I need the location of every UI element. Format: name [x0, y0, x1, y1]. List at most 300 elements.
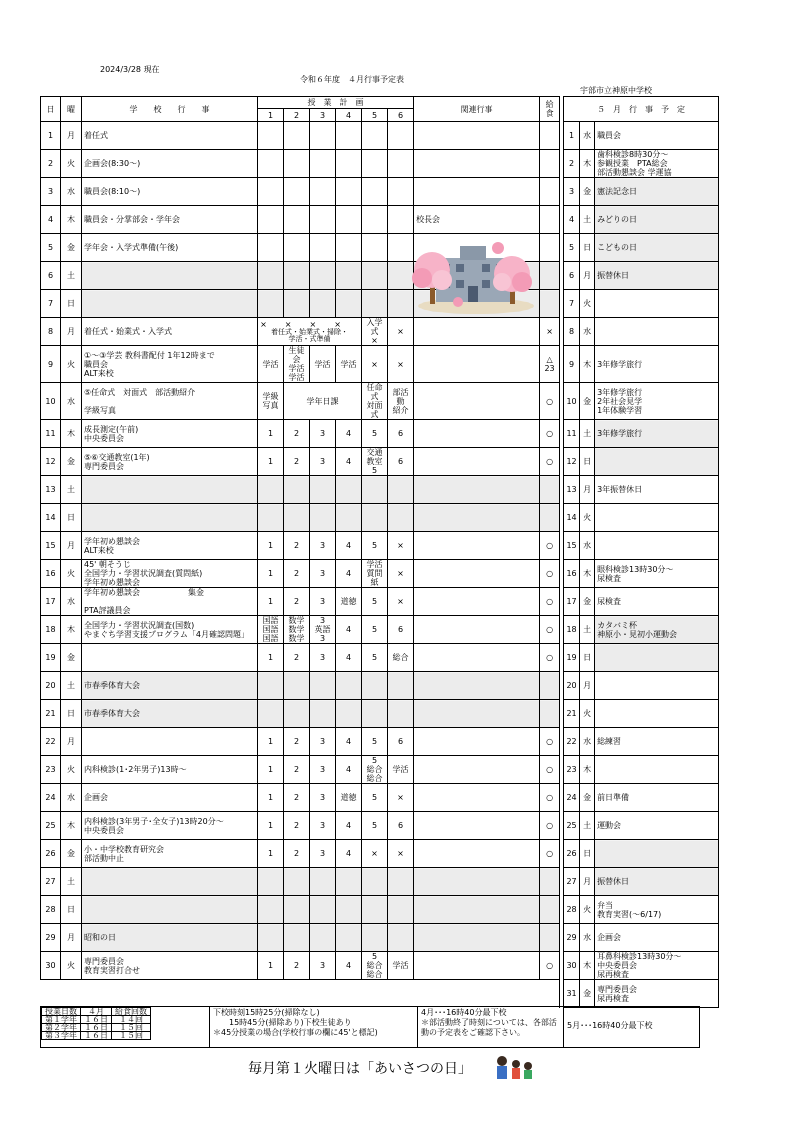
april-day-cell: 16: [41, 560, 61, 588]
april-lunch-cell: [540, 700, 560, 728]
april-period-cell: ×: [388, 560, 414, 588]
april-period-cell: [336, 700, 362, 728]
april-period-cell: 学級 写真: [258, 383, 284, 420]
april-dow-cell: 日: [61, 290, 82, 318]
april-period-cell: [284, 896, 310, 924]
april-dow-cell: 土: [61, 868, 82, 896]
footer-cell: １４回: [112, 1016, 151, 1024]
may-day-cell: 18: [564, 616, 580, 644]
april-period-cell: 6: [388, 616, 414, 644]
april-related-cell: [414, 784, 540, 812]
may-event-cell: 振替休日: [595, 262, 719, 290]
may-dow-cell: 金: [580, 980, 595, 1008]
may-event-cell: [595, 448, 719, 476]
april-related-cell: [414, 840, 540, 868]
april-event-cell: ⑤⑥交通教室(1年) 専門委員会: [82, 448, 258, 476]
april-period-cell: 5: [362, 644, 388, 672]
april-day-cell: 29: [41, 924, 61, 952]
april-period-cell: 1: [258, 532, 284, 560]
april-lunch-cell: [540, 206, 560, 234]
may-event-cell: 弁当 教育実習(～6/17): [595, 896, 719, 924]
april-related-cell: [414, 812, 540, 840]
april-day-cell: 3: [41, 178, 61, 206]
april-period-cell: [310, 234, 336, 262]
april-event-cell: 学年初め懇談会 集金 PTA評議員会: [82, 588, 258, 616]
schedule-row: [41, 812, 719, 840]
may-day-cell: 21: [564, 700, 580, 728]
may-dow-cell: 水: [580, 728, 595, 756]
april-day-cell: 22: [41, 728, 61, 756]
april-period-cell: [388, 150, 414, 178]
april-lunch-cell: [540, 476, 560, 504]
april-period-cell: [388, 924, 414, 952]
april-period-cell: [284, 504, 310, 532]
april-related-cell: [414, 532, 540, 560]
april-period-cell: [284, 476, 310, 504]
footer-cell: 第１学年: [42, 1016, 81, 1024]
april-period-cell: [284, 206, 310, 234]
april-dow-cell: 金: [61, 448, 82, 476]
april-dow-cell: 火: [61, 150, 82, 178]
april-period-cell: [362, 924, 388, 952]
schedule-row: [41, 700, 719, 728]
april-period-cell: [362, 206, 388, 234]
april-related-cell: [414, 448, 540, 476]
may-event-cell: [595, 318, 719, 346]
april-day-cell: 2: [41, 150, 61, 178]
april-period-cell: 2: [284, 756, 310, 784]
april-lunch-cell: [540, 290, 560, 318]
april-period-cell: ×: [388, 784, 414, 812]
may-day-cell: 30: [564, 952, 580, 980]
april-day-cell: 15: [41, 532, 61, 560]
may-event-cell: [595, 644, 719, 672]
april-event-cell: [82, 476, 258, 504]
april-period-cell: 4: [336, 420, 362, 448]
april-period-cell: [258, 234, 284, 262]
april-related-cell: [414, 588, 540, 616]
april-period-cell: 学活: [388, 756, 414, 784]
april-period-cell: [388, 206, 414, 234]
april-period-cell: 5: [362, 532, 388, 560]
instruction-days-table: [41, 1007, 151, 1040]
april-dow-cell: 月: [61, 924, 82, 952]
april-related-cell: [414, 122, 540, 150]
april-related-cell: [414, 868, 540, 896]
april-lunch-cell: △ 23: [540, 346, 560, 383]
may-day-cell: 27: [564, 868, 580, 896]
may-dow-cell: 火: [580, 290, 595, 318]
april-event-cell: [82, 896, 258, 924]
april-day-cell: 5: [41, 234, 61, 262]
april-period-cell: 2: [284, 588, 310, 616]
april-period-cell: 1: [258, 756, 284, 784]
may-dow-cell: 土: [580, 616, 595, 644]
may-dow-cell: 水: [580, 924, 595, 952]
april-lunch-cell: ○: [540, 644, 560, 672]
april-period-cell: [336, 290, 362, 318]
may-dow-cell: 月: [580, 262, 595, 290]
may-dow-cell: 月: [580, 476, 595, 504]
period-3: 3: [310, 109, 336, 122]
april-period-cell: [388, 896, 414, 924]
april-day-cell: 1: [41, 122, 61, 150]
april-period-cell: [336, 672, 362, 700]
april-period-cell: [336, 924, 362, 952]
april-dow-cell: 火: [61, 346, 82, 383]
april-period-cell: 学活: [388, 952, 414, 980]
april-lunch-cell: [540, 150, 560, 178]
april-dow-cell: 水: [61, 588, 82, 616]
april-day-cell: 12: [41, 448, 61, 476]
april-day-cell: 4: [41, 206, 61, 234]
may-event-cell: 憲法記念日: [595, 178, 719, 206]
april-lunch-cell: [540, 868, 560, 896]
april-period-cell: [362, 896, 388, 924]
april-day-cell: 11: [41, 420, 61, 448]
april-period-cell: [258, 178, 284, 206]
april-period-cell: [336, 896, 362, 924]
april-dow-cell: 水: [61, 178, 82, 206]
april-period-cell: 3: [310, 532, 336, 560]
schedule-row: [41, 840, 719, 868]
may-day-cell: 2: [564, 150, 580, 178]
may-event-cell: [595, 700, 719, 728]
april-period-cell: 3: [310, 840, 336, 868]
may-event-cell: 3年修学旅行: [595, 420, 719, 448]
schedule-row: [41, 318, 719, 346]
april-period-cell: [258, 672, 284, 700]
april-related-cell: [414, 318, 540, 346]
april-related-cell: [414, 756, 540, 784]
footer-cell: １５回: [112, 1032, 151, 1040]
may-day-cell: 14: [564, 504, 580, 532]
april-day-cell: 7: [41, 290, 61, 318]
april-event-cell: 専門委員会 教育実習打合せ: [82, 952, 258, 980]
may-dow-cell: 日: [580, 448, 595, 476]
april-event-cell: 内科検診(1･2年男子)13時～: [82, 756, 258, 784]
april-day-cell: 9: [41, 346, 61, 383]
april-event-cell: ⑤任命式 対面式 部活動紹介 学級写真: [82, 383, 258, 420]
april-event-cell: [82, 644, 258, 672]
may-dow-cell: 土: [580, 206, 595, 234]
schedule-row: [41, 290, 719, 318]
may-day-cell: 12: [564, 448, 580, 476]
may-day-cell: 16: [564, 560, 580, 588]
may-event-cell: 耳鼻科検診13時30分～ 中央委員会 尿再検査: [595, 952, 719, 980]
footer-summary: [40, 1006, 700, 1048]
schedule-table: [40, 96, 719, 1008]
april-period-cell: [284, 178, 310, 206]
april-day-cell: 13: [41, 476, 61, 504]
may-day-cell: 31: [564, 980, 580, 1008]
april-day-cell: 25: [41, 812, 61, 840]
april-period-cell: ×: [362, 840, 388, 868]
footer-cell: ４月: [81, 1008, 112, 1016]
april-period-cell: 生徒会 学活 学活: [284, 346, 310, 383]
april-period-cell: [310, 178, 336, 206]
may-event-cell: 歯科検診8時30分～ 参観授業 PTA総会 部活動懇談会 学運協: [595, 150, 719, 178]
april-dow-cell: 土: [61, 672, 82, 700]
schedule-row: [41, 476, 719, 504]
footer-cell: 授業日数: [42, 1008, 81, 1016]
april-period-cell: [258, 262, 284, 290]
april-period-cell: 5: [362, 784, 388, 812]
header-related: 関連行事: [414, 97, 540, 122]
may-dow-cell: 火: [580, 504, 595, 532]
april-period-cell: [336, 178, 362, 206]
may-day-cell: 5: [564, 234, 580, 262]
april-period-cell: 総合: [388, 644, 414, 672]
april-period-cell: ×: [362, 346, 388, 383]
schedule-row: [41, 980, 719, 1008]
may-dow-cell: 木: [580, 952, 595, 980]
april-period-cell: 3: [310, 784, 336, 812]
april-period-cell: [258, 700, 284, 728]
april-period-cell: [336, 122, 362, 150]
footer-cell: 第３学年: [42, 1032, 81, 1040]
april-period-cell: 5: [362, 728, 388, 756]
may-event-cell: 尿検査: [595, 588, 719, 616]
april-lunch-cell: [540, 178, 560, 206]
april-period-cell: 6: [388, 812, 414, 840]
april-dow-cell: 水: [61, 784, 82, 812]
april-dow-cell: 火: [61, 756, 82, 784]
may-event-cell: 振替休日: [595, 868, 719, 896]
april-event-cell: [82, 728, 258, 756]
april-dow-cell: 木: [61, 206, 82, 234]
april-day-cell: 24: [41, 784, 61, 812]
header-dow: 曜: [61, 97, 82, 122]
may-day-cell: 17: [564, 588, 580, 616]
april-period-cell: 部活動 紹介: [388, 383, 414, 420]
schedule-row: [41, 383, 719, 420]
april-dow-cell: 月: [61, 318, 82, 346]
april-event-cell: 市春季体育大会: [82, 700, 258, 728]
header-may: ５ 月 行 事 予 定: [564, 97, 719, 122]
april-period-cell: 4: [336, 560, 362, 588]
may-event-cell: 総練習: [595, 728, 719, 756]
may-dow-cell: 月: [580, 868, 595, 896]
april-period-cell: 1: [258, 448, 284, 476]
april-dow-cell: 木: [61, 420, 82, 448]
april-period-cell: [258, 476, 284, 504]
april-period-cell: ×: [388, 588, 414, 616]
april-period-cell: 2: [284, 420, 310, 448]
april-period-cell: [362, 150, 388, 178]
april-dow-cell: 金: [61, 234, 82, 262]
april-event-cell: 着任式・始業式・入学式: [82, 318, 258, 346]
may-day-cell: 8: [564, 318, 580, 346]
april-period-cell: 1: [258, 644, 284, 672]
april-event-cell: 昭和の日: [82, 924, 258, 952]
april-related-cell: 校長会: [414, 206, 540, 234]
april-period-cell: 3: [310, 728, 336, 756]
april-period-cell: 2: [284, 448, 310, 476]
may-event-cell: 前日準備: [595, 784, 719, 812]
april-period-cell: [362, 178, 388, 206]
may-dow-cell: 水: [580, 122, 595, 150]
april-period-cell: 5: [362, 616, 388, 644]
april-period-cell: 4: [336, 448, 362, 476]
may-day-cell: 28: [564, 896, 580, 924]
april-period-cell: [362, 504, 388, 532]
april-event-cell: 学年初め懇談会 ALT来校: [82, 532, 258, 560]
april-period-cell: 3: [310, 420, 336, 448]
april-period-cell: [258, 290, 284, 318]
april-dow-cell: 月: [61, 728, 82, 756]
april-event-cell: [82, 868, 258, 896]
april-lunch-cell: ○: [540, 812, 560, 840]
april-period-cell: 国語 国語 国語: [258, 616, 284, 644]
april-dow-cell: 火: [61, 952, 82, 980]
april-lunch-cell: ○: [540, 420, 560, 448]
footer-cell: 給食回数: [112, 1008, 151, 1016]
april-period-cell: [284, 122, 310, 150]
may-dow-cell: 木: [580, 756, 595, 784]
schedule-row: [41, 504, 719, 532]
schedule-row: [41, 896, 719, 924]
april-period-marks: ××××: [260, 320, 359, 329]
april-period-cell: 5: [362, 420, 388, 448]
april-related-cell: [414, 150, 540, 178]
april-period-cell: 学年日課: [284, 383, 362, 420]
april-related-cell: [414, 383, 540, 420]
april-lunch-cell: ○: [540, 840, 560, 868]
april-period-cell: 3 英語 3: [310, 616, 336, 644]
april-period-cell: [388, 868, 414, 896]
april-period-cell: [310, 290, 336, 318]
april-period-cell: [362, 290, 388, 318]
april-event-cell: ①～③学芸 教科書配付 1年12時まで 職員会 ALT来校: [82, 346, 258, 383]
april-period-cell: 4: [336, 952, 362, 980]
april-dow-cell: 金: [61, 644, 82, 672]
april-period-cell: [362, 672, 388, 700]
april-period-cell: [284, 924, 310, 952]
schedule-row: [41, 206, 719, 234]
may-dow-cell: 日: [580, 234, 595, 262]
may-event-cell: [595, 290, 719, 318]
april-event-cell: 着任式: [82, 122, 258, 150]
may-final-dismissal-note: 5月･･･16時40分最下校: [563, 1007, 699, 1047]
april-event-cell: 職員会(8:10～): [82, 178, 258, 206]
april-period-cell: [310, 122, 336, 150]
april-day-cell: 6: [41, 262, 61, 290]
april-day-cell: 28: [41, 896, 61, 924]
april-period-cell: [310, 896, 336, 924]
april-day-cell: 30: [41, 952, 61, 980]
children-greeting-icon: [492, 1055, 536, 1081]
april-event-cell: [82, 290, 258, 318]
april-lunch-cell: ○: [540, 588, 560, 616]
may-event-cell: こどもの日: [595, 234, 719, 262]
april-period-cell: 数学 数学 数学: [284, 616, 310, 644]
may-event-cell: 専門委員会 尿再検査: [595, 980, 719, 1008]
may-event-cell: [595, 672, 719, 700]
april-period-cell: 2: [284, 784, 310, 812]
april-event-cell: 学年会・入学式準備(午後): [82, 234, 258, 262]
may-dow-cell: 木: [580, 560, 595, 588]
april-event-cell: [82, 262, 258, 290]
schedule-row: [41, 122, 719, 150]
may-day-cell: 11: [564, 420, 580, 448]
april-period-cell: [310, 476, 336, 504]
april-period-cell: 4: [336, 756, 362, 784]
april-final-dismissal-note: 4月･･･16時40分最下校 ＊部活動終了時刻については、各部活動の予定表をご確認下さい。: [417, 1007, 563, 1047]
period-4: 4: [336, 109, 362, 122]
april-related-cell: [414, 178, 540, 206]
april-period-cell: 1: [258, 560, 284, 588]
may-dow-cell: 日: [580, 644, 595, 672]
may-day-cell: 13: [564, 476, 580, 504]
april-period-cell: 1: [258, 728, 284, 756]
april-dow-cell: 月: [61, 122, 82, 150]
april-period-cell: [388, 672, 414, 700]
april-period-cell: 5: [362, 588, 388, 616]
april-event-cell: 職員会・分掌部会・学年会: [82, 206, 258, 234]
april-period-cell: [310, 206, 336, 234]
may-day-cell: 25: [564, 812, 580, 840]
april-event-cell: 企画会: [82, 784, 258, 812]
may-dow-cell: 金: [580, 784, 595, 812]
april-period-cell: ×: [388, 840, 414, 868]
april-period-cell: [310, 924, 336, 952]
may-dow-cell: 土: [580, 420, 595, 448]
april-period-cell: 2: [284, 644, 310, 672]
april-period-cell: 1: [258, 952, 284, 980]
april-period-cell: 学活: [310, 346, 336, 383]
may-day-cell: 24: [564, 784, 580, 812]
april-period-cell: 1: [258, 812, 284, 840]
april-period-cell: 3: [310, 812, 336, 840]
april-empty-cell: [41, 980, 560, 1008]
april-lunch-cell: ○: [540, 383, 560, 420]
schedule-row: [41, 756, 719, 784]
april-lunch-cell: [540, 122, 560, 150]
schedule-row: [41, 346, 719, 383]
april-day-cell: 26: [41, 840, 61, 868]
april-period-cell: [362, 868, 388, 896]
april-period-cell: [336, 868, 362, 896]
april-period-cell: 2: [284, 840, 310, 868]
may-day-cell: 6: [564, 262, 580, 290]
april-period-cell: [336, 504, 362, 532]
april-dow-cell: 水: [61, 383, 82, 420]
may-dow-cell: 木: [580, 150, 595, 178]
may-event-cell: [595, 756, 719, 784]
april-dow-cell: 木: [61, 616, 82, 644]
april-dow-cell: 土: [61, 262, 82, 290]
document-title: 令和６年度 ４月行事予定表: [300, 75, 404, 84]
april-period-cell: [362, 262, 388, 290]
april-period-cell: 道徳: [336, 784, 362, 812]
april-period-cell: [388, 700, 414, 728]
may-day-cell: 1: [564, 122, 580, 150]
april-period-cell: [284, 234, 310, 262]
may-event-cell: 3年修学旅行 2年社会見学 1年体験学習: [595, 383, 719, 420]
april-period-cell: 2: [284, 532, 310, 560]
april-period-cell: 任命式 対面式: [362, 383, 388, 420]
april-period-cell: [258, 896, 284, 924]
may-event-cell: 企画会: [595, 924, 719, 952]
april-related-cell: [414, 346, 540, 383]
schedule-row: [41, 532, 719, 560]
schedule-row: [41, 420, 719, 448]
april-lunch-cell: ○: [540, 616, 560, 644]
april-period-cell: [388, 476, 414, 504]
may-day-cell: 4: [564, 206, 580, 234]
schedule-row: [41, 588, 719, 616]
